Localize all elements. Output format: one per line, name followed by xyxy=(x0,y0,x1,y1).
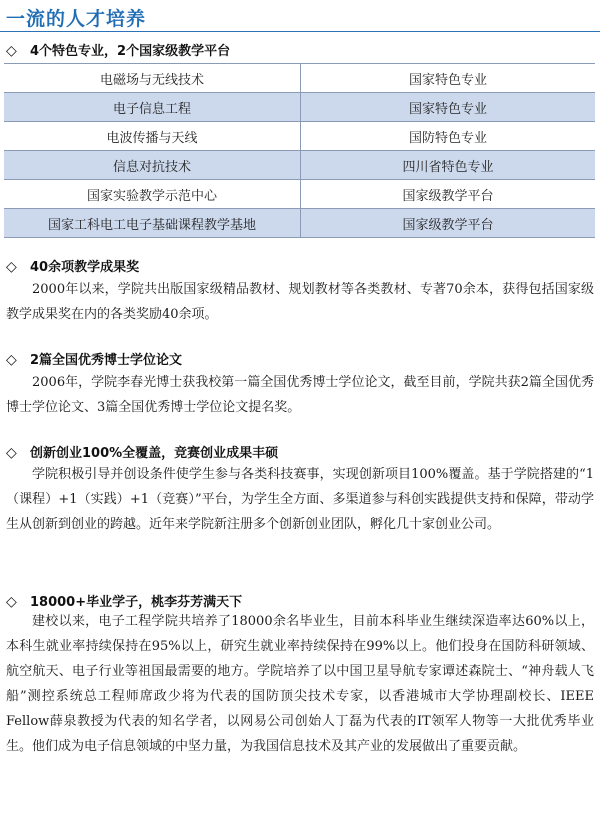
section-heading-teaching-awards xyxy=(6,256,139,275)
section-heading-text: 4个特色专业，2个国家级教学平台 xyxy=(30,44,231,59)
table-cell-name: 电波传播与天线 xyxy=(4,122,301,151)
table-cell-level: 国家特色专业 xyxy=(301,64,596,93)
paragraph-doctoral-theses: 2006年，学院李春光博士获我校第一篇全国优秀博士学位论文，截至目前，学院共获2篇全国优秀博士学位论文、3篇全国优秀博士学位论文提名奖。 xyxy=(6,375,594,415)
section-heading-doctoral-theses xyxy=(6,349,182,368)
paragraph-graduates: 建校以来，电子工程学院共培养了18000余名毕业生，目前本科毕业生继续深造率达60%以上，本科生就业率持续保持在95%以上，研究生就业率持续保持在99%以上。他们投身在国防科研领域、航空航天、电子行业等祖国最需要的地方。学院培养了以中国卫星导航专家谭述森院士、“神舟载人飞船”测控系统总工程师席政少将为代表的国防顶尖技术专家，以香港城市大学协理副校长、IEEE Fellow薛泉教授为代表的知名学者，以网易公司创始人丁磊为代表的IT领军人物等一大批优秀毕业生。他们成为电子信息领域的中坚力量，为我国信息技术及其产业的发展做出了重要贡献。 xyxy=(6,614,594,754)
page-title: 一流的人才培养 xyxy=(6,8,147,30)
specialty-platform-table xyxy=(4,63,595,238)
section-heading-text: 40余项教学成果奖 xyxy=(30,260,140,275)
table-row xyxy=(4,122,595,151)
diamond-bullet-icon: ◇ xyxy=(6,43,17,59)
table-row xyxy=(4,93,595,122)
section-heading-text: 2篇全国优秀博士学位论文 xyxy=(30,353,183,368)
title-divider xyxy=(0,31,600,32)
table-cell-level: 国防特色专业 xyxy=(301,122,596,151)
paragraph-innovation: 学院积极引导并创设条件使学生参与各类科技赛事，实现创新项目100%覆盖。基于学院搭建的“1（课程）+1（实践）+1（竞赛）”平台，为学生全方面、多渠道参与科创实践提供支持和保障，带动学生从创新到创业的跨越。近年来学院新注册多个创新创业团队，孵化几十家创业公司。 xyxy=(6,467,594,532)
section-heading-text: 18000+毕业学子，桃李芬芳满天下 xyxy=(30,595,243,610)
table-cell-name: 国家实验教学示范中心 xyxy=(4,180,301,209)
diamond-bullet-icon: ◇ xyxy=(6,445,17,461)
table-cell-level: 国家级教学平台 xyxy=(301,180,596,209)
diamond-bullet-icon: ◇ xyxy=(6,594,17,610)
table-cell-name: 电子信息工程 xyxy=(4,93,301,122)
table-row xyxy=(4,151,595,180)
table-cell-level: 国家特色专业 xyxy=(301,93,596,122)
section-heading-graduates xyxy=(6,591,242,610)
table-row xyxy=(4,180,595,209)
diamond-bullet-icon: ◇ xyxy=(6,259,17,275)
table-cell-level: 四川省特色专业 xyxy=(301,151,596,180)
table-cell-name: 电磁场与无线技术 xyxy=(4,64,301,93)
section-heading-text: 创新创业100%全覆盖，竞赛创业成果丰硕 xyxy=(30,446,279,461)
diamond-bullet-icon: ◇ xyxy=(6,352,17,368)
paragraph-teaching-awards: 2000年以来，学院共出版国家级精品教材、规划教材等各类教材、专著70余本，获得包括国家级教学成果奖在内的各类奖励40余项。 xyxy=(6,282,594,322)
table-cell-name: 信息对抗技术 xyxy=(4,151,301,180)
section-heading-innovation xyxy=(6,442,278,461)
table-cell-name: 国家工科电工电子基础课程教学基地 xyxy=(4,209,301,238)
table-row xyxy=(4,209,595,238)
table-row xyxy=(4,64,595,93)
table-cell-level: 国家级教学平台 xyxy=(301,209,596,238)
section-heading-specialties xyxy=(6,40,230,59)
